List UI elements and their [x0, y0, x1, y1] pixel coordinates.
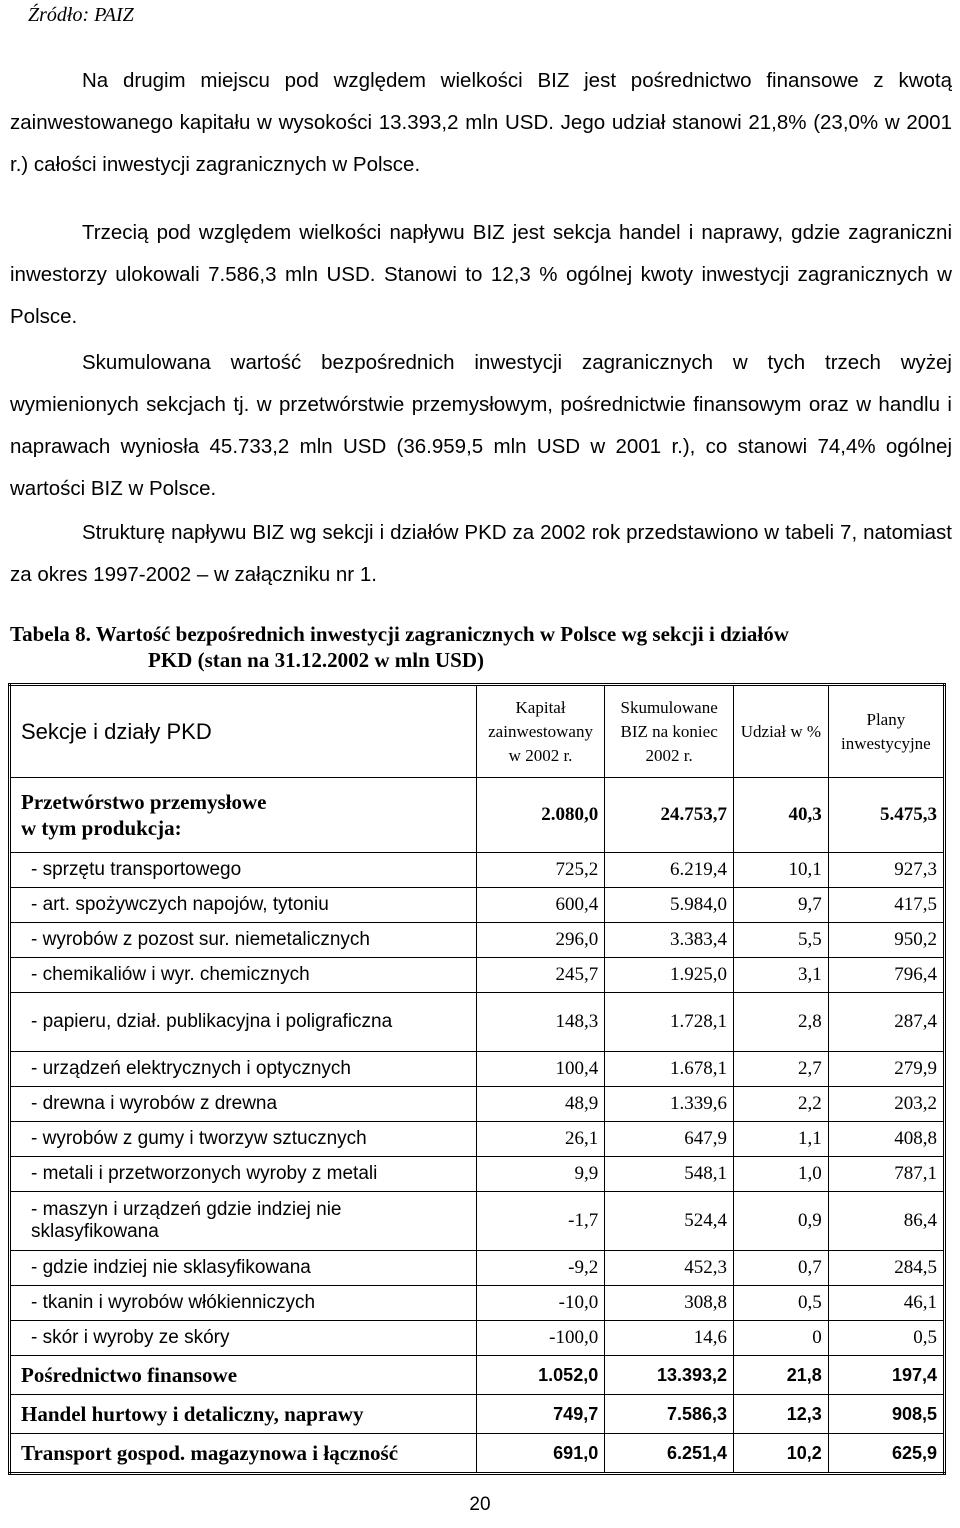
cell-cumulative: 548,1 [605, 1157, 734, 1192]
cell-cumulative: 6.251,4 [605, 1434, 734, 1474]
row-label: Pośrednictwo finansowe [10, 1356, 477, 1395]
cell-plans: 0,5 [828, 1321, 944, 1356]
cell-cumulative: 3.383,4 [605, 923, 734, 958]
row-label [10, 778, 477, 853]
paragraph-text: Na drugim miejscu pod względem wielkości BIZ jest pośrednictwo finansowe z kwotą zainwestowanego kapitału w wysokości 13.393,2 mln USD. Jego udział stanowi 21,8% (23,0% w 2001 r.) całości inwestycji zagranicznych w Polsce. [10, 69, 952, 176]
cell-cumulative: 1.339,6 [605, 1087, 734, 1122]
col-header-invested: Kapitał zainwestowany w 2002 r. [476, 685, 604, 778]
cell-plans: 950,2 [828, 923, 944, 958]
paragraph-text: Trzecią pod względem wielkości napływu BIZ jest sekcja handel i naprawy, gdzie zagraniczni inwestorzy ulokowali 7.586,3 mln USD. Stanowi to 12,3 % ogólnej kwoty inwestycji zagranicznych w Polsce. [10, 221, 952, 328]
table-row [10, 1251, 945, 1286]
row-label: - chemikaliów i wyr. chemicznych [10, 958, 477, 993]
cell-invested: -9,2 [476, 1251, 604, 1286]
fdi-table [8, 683, 946, 1475]
cell-plans: 796,4 [828, 958, 944, 993]
cell-invested: 725,2 [476, 853, 604, 888]
cell-share: 0,5 [734, 1286, 829, 1321]
cell-plans: 279,9 [828, 1052, 944, 1087]
page-number: 20 [469, 1494, 491, 1515]
cell-invested: 48,9 [476, 1087, 604, 1122]
table-row [10, 923, 945, 958]
table-row [10, 1122, 945, 1157]
cell-plans: 284,5 [828, 1251, 944, 1286]
table-row-section [10, 1356, 945, 1395]
cell-cumulative: 1.925,0 [605, 958, 734, 993]
table-header-row [10, 685, 945, 778]
cell-cumulative: 308,8 [605, 1286, 734, 1321]
table-row-manufacturing [10, 778, 945, 853]
cell-share: 2,2 [734, 1087, 829, 1122]
row-label: - metali i przetworzonych wyroby z metali [10, 1157, 477, 1192]
row-label: Transport gospod. magazynowa i łączność [10, 1434, 477, 1474]
cell-invested: 600,4 [476, 888, 604, 923]
table-row [10, 1192, 945, 1251]
cell-plans: 86,4 [828, 1192, 944, 1251]
col-header-sections: Sekcje i działy PKD [10, 685, 477, 778]
cell-plans: 908,5 [828, 1395, 944, 1434]
row-label: - sprzętu transportowego [10, 853, 477, 888]
cell-cumulative: 452,3 [605, 1251, 734, 1286]
cell-cumulative: 7.586,3 [605, 1395, 734, 1434]
cell-invested: 100,4 [476, 1052, 604, 1087]
cell-share: 10,1 [734, 853, 829, 888]
table-row [10, 1157, 945, 1192]
row-label: - urządzeń elektrycznych i optycznych [10, 1052, 477, 1087]
cell-plans: 287,4 [828, 993, 944, 1052]
cell-invested: 245,7 [476, 958, 604, 993]
cell-invested: 296,0 [476, 923, 604, 958]
row-label: - wyrobów z pozost sur. niemetalicznych [10, 923, 477, 958]
table-row [10, 958, 945, 993]
cell-share: 10,2 [734, 1434, 829, 1474]
cell-share: 0,9 [734, 1192, 829, 1251]
table-row [10, 888, 945, 923]
row-label: - art. spożywczych napojów, tytoniu [10, 888, 477, 923]
row-label-line2: w tym produkcja: [21, 816, 182, 840]
cell-share: 9,7 [734, 888, 829, 923]
cell-cumulative: 524,4 [605, 1192, 734, 1251]
table-row [10, 1087, 945, 1122]
cell-invested: -10,0 [476, 1286, 604, 1321]
table-row [10, 1321, 945, 1356]
paragraph-trade [10, 212, 952, 338]
paragraph-text: Skumulowana wartość bezpośrednich inwestycji zagranicznych w tych trzech wyżej wymienionych sekcjach tj. w przetwórstwie przemysłowym, pośrednictwie finansowym oraz w handlu i naprawach wyniosła 45.733,2 mln USD (36.959,5 mln USD w 2001 r.), co stanowi 74,4% ogólnej wartości BIZ w Polsce. [10, 351, 952, 500]
cell-plans: 408,8 [828, 1122, 944, 1157]
cell-plans: 203,2 [828, 1087, 944, 1122]
table-row [10, 853, 945, 888]
table-row-section [10, 1395, 945, 1434]
cell-share: 0 [734, 1321, 829, 1356]
cell-plans: 625,9 [828, 1434, 944, 1474]
cell-share: 1,1 [734, 1122, 829, 1157]
cell-share: 5,5 [734, 923, 829, 958]
table-caption [10, 621, 955, 673]
cell-invested: 691,0 [476, 1434, 604, 1474]
paragraph-cumulative [10, 342, 952, 510]
table-row-section [10, 1434, 945, 1474]
cell-invested: 2.080,0 [476, 778, 604, 853]
cell-plans: 5.475,3 [828, 778, 944, 853]
cell-plans: 417,5 [828, 888, 944, 923]
cell-cumulative: 5.984,0 [605, 888, 734, 923]
table-row [10, 1052, 945, 1087]
cell-invested: -100,0 [476, 1321, 604, 1356]
source-line: Źródło: PAIZ [28, 4, 134, 26]
row-label: - gdzie indziej nie sklasyfikowana [10, 1251, 477, 1286]
cell-cumulative: 14,6 [605, 1321, 734, 1356]
cell-invested: 1.052,0 [476, 1356, 604, 1395]
table-caption-line2: PKD (stan na 31.12.2002 w mln USD) [148, 648, 485, 672]
cell-cumulative: 24.753,7 [605, 778, 734, 853]
table-row [10, 1286, 945, 1321]
row-label: - maszyn i urządzeń gdzie indziej nie sklasyfikowana [10, 1192, 477, 1251]
cell-share: 21,8 [734, 1356, 829, 1395]
cell-invested: 9,9 [476, 1157, 604, 1192]
cell-cumulative: 1.678,1 [605, 1052, 734, 1087]
row-label: - papieru, dział. publikacyjna i poligraficzna [10, 993, 477, 1052]
row-label: - skór i wyroby ze skóry [10, 1321, 477, 1356]
paragraph-financial-intermediation [10, 60, 952, 186]
row-label: Handel hurtowy i detaliczny, naprawy [10, 1395, 477, 1434]
cell-share: 3,1 [734, 958, 829, 993]
cell-share: 2,7 [734, 1052, 829, 1087]
table-row [10, 993, 945, 1052]
cell-plans: 197,4 [828, 1356, 944, 1395]
cell-cumulative: 647,9 [605, 1122, 734, 1157]
col-header-plans: Plany inwestycyjne [828, 685, 944, 778]
paragraph-structure [10, 512, 952, 596]
cell-invested: -1,7 [476, 1192, 604, 1251]
cell-invested: 26,1 [476, 1122, 604, 1157]
cell-plans: 927,3 [828, 853, 944, 888]
cell-share: 2,8 [734, 993, 829, 1052]
cell-cumulative: 13.393,2 [605, 1356, 734, 1395]
row-label: - wyrobów z gumy i tworzyw sztucznych [10, 1122, 477, 1157]
col-header-share: Udział w % [734, 685, 829, 778]
cell-cumulative: 1.728,1 [605, 993, 734, 1052]
paragraph-text: Strukturę napływu BIZ wg sekcji i działów PKD za 2002 rok przedstawiono w tabeli 7, natomiast za okres 1997-2002 – w załączniku nr 1. [10, 521, 952, 586]
col-header-cumulative: Skumulowane BIZ na koniec 2002 r. [605, 685, 734, 778]
cell-cumulative: 6.219,4 [605, 853, 734, 888]
cell-invested: 148,3 [476, 993, 604, 1052]
cell-plans: 787,1 [828, 1157, 944, 1192]
row-label-line1: Przetwórstwo przemysłowe [21, 790, 267, 814]
cell-invested: 749,7 [476, 1395, 604, 1434]
cell-share: 1,0 [734, 1157, 829, 1192]
cell-share: 40,3 [734, 778, 829, 853]
cell-share: 12,3 [734, 1395, 829, 1434]
cell-plans: 46,1 [828, 1286, 944, 1321]
table-caption-line1: Tabela 8. Wartość bezpośrednich inwestycji zagranicznych w Polsce wg sekcji i działów [10, 622, 789, 646]
cell-share: 0,7 [734, 1251, 829, 1286]
row-label: - drewna i wyrobów z drewna [10, 1087, 477, 1122]
row-label: - tkanin i wyrobów włókienniczych [10, 1286, 477, 1321]
